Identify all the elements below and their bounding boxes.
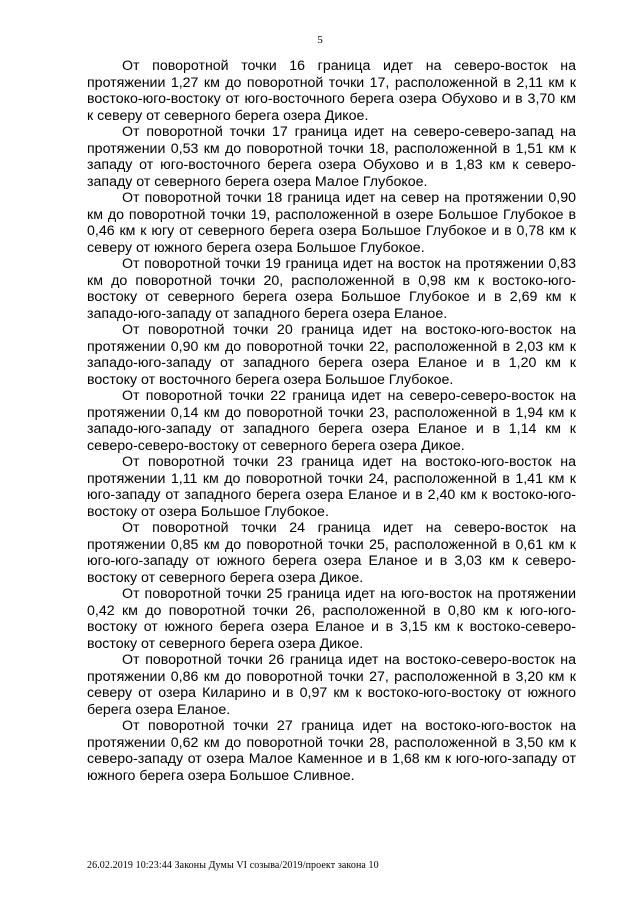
document-body [87,58,576,784]
paragraph-point-24: От поворотной точки 24 граница идет на северо-восток на протяжении 0,85 км до поворотной точки 25, расположенной в 0,61 км к юго-юго-западу от южного берега озера Еланое и в 3,03 км к северо-востоку от северного берега озера Дикое. [87,520,576,586]
paragraph-point-17: От поворотной точки 17 граница идет на северо-северо-запад на протяжении 0,53 км до поворотной точки 18, расположенной в 1,51 км к западу от юго-восточного берега озера Обухово и в 1,83 км к северо-западу от северного берега озера Малое Глубокое. [87,124,576,190]
paragraph-point-26: От поворотной точки 26 граница идет на востоко-северо-восток на протяжении 0,86 км до поворотной точки 27, расположенной в 3,20 км к северу от озера Киларино и в 0,97 км к востоко-юго-востоку от южного берега озера Еланое. [87,652,576,718]
paragraph-point-22: От поворотной точки 22 граница идет на северо-северо-восток на протяжении 0,14 км до поворотной точки 23, расположенной в 1,94 км к западо-юго-западу от западного берега озера Еланое и в 1,14 км к северо-северо-востоку от северного берега озера Дикое. [87,388,576,454]
paragraph-point-19: От поворотной точки 19 граница идет на восток на протяжении 0,83 км до поворотной точки 20, расположенной в 0,98 км к востоко-юго-востоку от северного берега озера Большое Глубокое и в 2,69 км к западо-юго-западу от западного берега озера Еланое. [87,256,576,322]
paragraph-point-27: От поворотной точки 27 граница идет на востоко-юго-восток на протяжении 0,62 км до поворотной точки 28, расположенной в 3,50 км к северо-западу от озера Малое Каменное и в 1,68 км к юго-юго-западу от южного берега озера Большое Сливное. [87,718,576,784]
document-footer: 26.02.2019 10:23:44 Законы Думы VI созыва/2019/проект закона 10 [87,860,379,871]
paragraph-point-23: От поворотной точки 23 граница идет на востоко-юго-восток на протяжении 1,11 км до поворотной точки 24, расположенной в 1,41 км к юго-западу от западного берега озера Еланое и в 2,40 км к востоко-юго-востоку от озера Большое Глубокое. [87,454,576,520]
paragraph-point-20: От поворотной точки 20 граница идет на востоко-юго-восток на протяжении 0,90 км до поворотной точки 22, расположенной в 2,03 км к западо-юго-западу от западного берега озера Еланое и в 1,20 км к востоку от восточного берега озера Большое Глубокое. [87,322,576,388]
paragraph-point-18: От поворотной точки 18 граница идет на север на протяжении 0,90 км до поворотной точки 19, расположенной в озере Большое Глубокое в 0,46 км к югу от северного берега озера Большое Глубокое и в 0,78 км к северу от южного берега озера Большое Глубокое. [87,190,576,256]
paragraph-point-25: От поворотной точки 25 граница идет на юго-восток на протяжении 0,42 км до поворотной точки 26, расположенной в 0,80 км к юго-юго-востоку от южного берега озера Еланое и в 3,15 км к востоко-северо-востоку от северного берега озера Дикое. [87,586,576,652]
paragraph-point-16: От поворотной точки 16 граница идет на северо-восток на протяжении 1,27 км до поворотной точки 17, расположенной в 2,11 км к востоко-юго-востоку от юго-восточного берега озера Обухово и в 3,70 км к северу от северного берега озера Дикое. [87,58,576,124]
page-number: 5 [317,34,323,46]
